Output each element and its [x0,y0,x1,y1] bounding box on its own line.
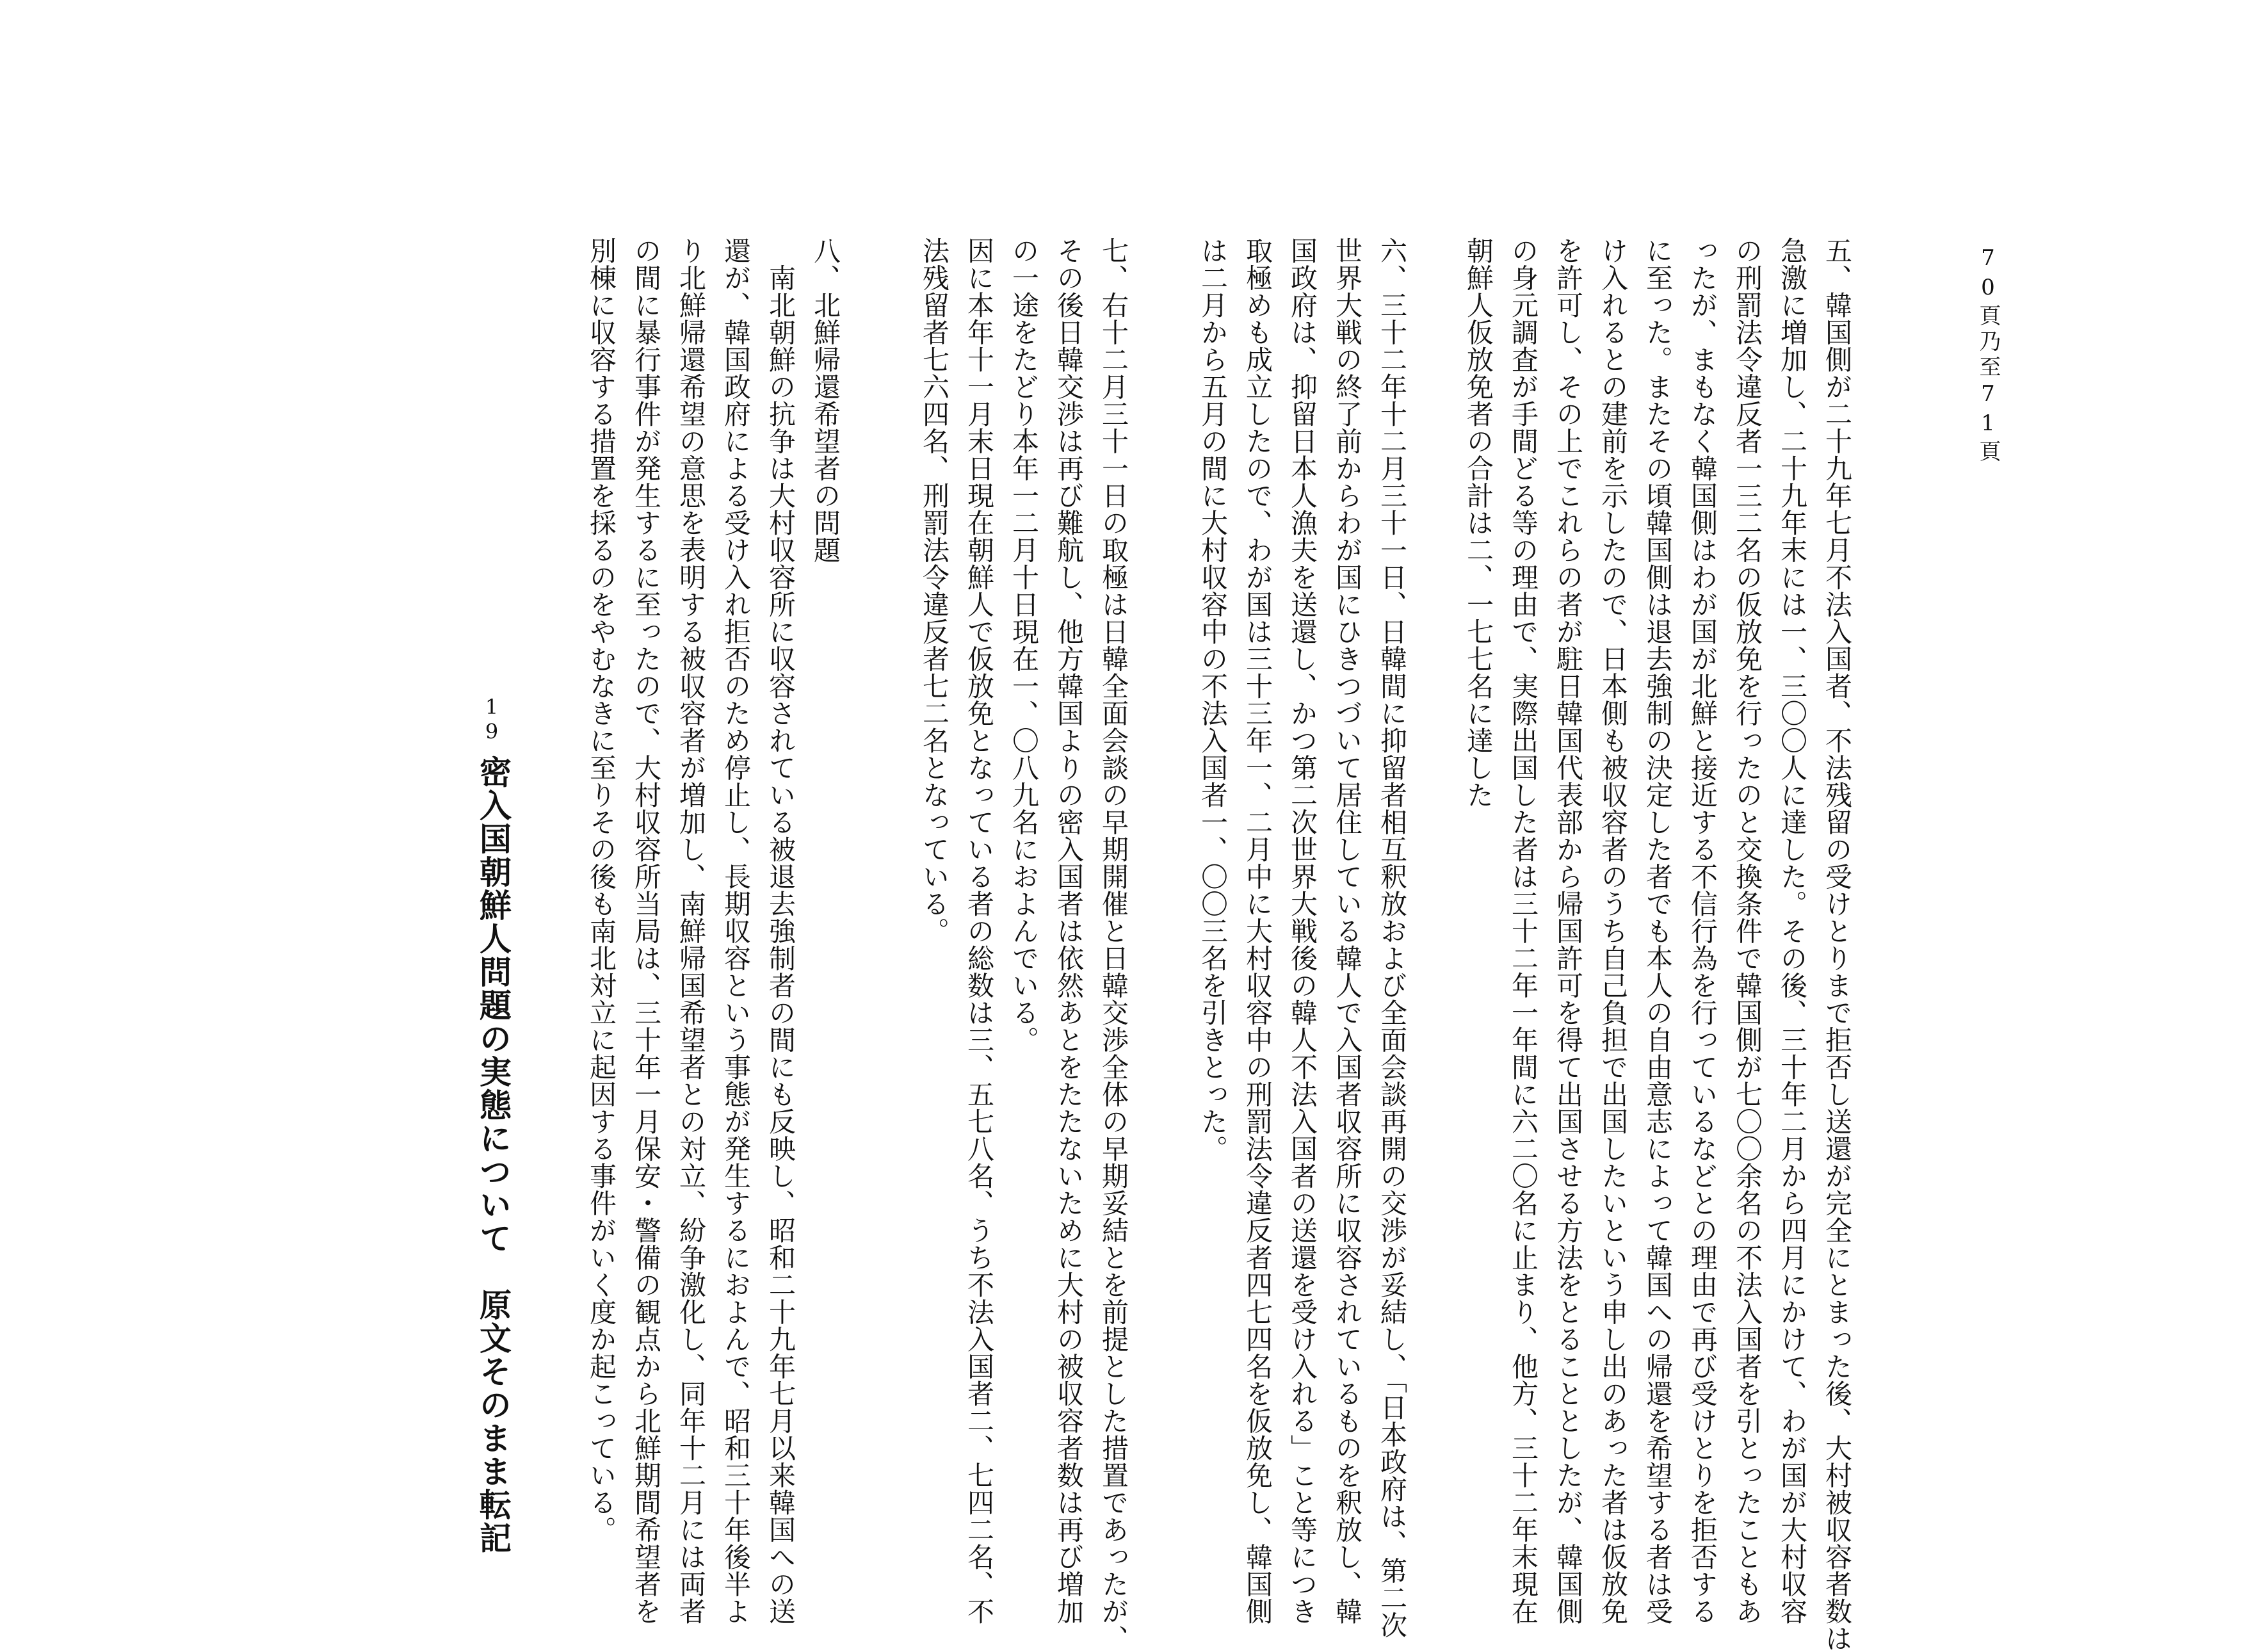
text-column: 五、韓国側が二十九年七月不法入国者、不法残留の受けとりまで拒否し送還が完全にとまった後、大村被収容者数は [1822,237,1853,1652]
page-number: 19 [480,695,504,744]
text-column: り北鮮帰還希望の意思を表明する被収容者が増加し、南鮮帰国希望者との対立、紛争激化し、同年十二月には両者 [675,237,707,1625]
text-column: ったが、まもなく韓国側はわが国が北鮮と接近する不信行為を行っているなどとの理由で再び受けとりを拒否する [1687,237,1718,1625]
text-column: 国政府は、抑留日本人漁夫を送還し、かつ第二次世界大戦後の韓人不法入国者の送還を受け入れる」こと等につき [1287,237,1318,1625]
page-ref-suffix: 頁 [1975,440,2001,466]
text-column: 還が、韓国政府による受け入れ拒否のため停止し、長期収容という事態が発生するにおよんで、昭和三十年後半よ [720,237,752,1625]
text-column: け入れるとの建前を示したので、日本側も被収容者のうち自己負担で出国したいという申し出のあった者は仮放免 [1597,237,1629,1625]
text-column: の間に暴行事件が発生するに至ったので、大村収容所当局は、三十年一月保安・警備の観点から北鮮期間希望者を [631,237,662,1625]
section-heading: 八、北鮮帰還希望者の問題 [810,237,841,563]
text-column: 六、三十二年十二月三十一日、日韓間に抑留者相互釈放および全面会談再開の交渉が妥結し、「日本政府は、第二次 [1377,237,1408,1639]
text-column: 南北朝鮮の抗争は大村収容所に収容されている被退去強制者の間にも反映し、昭和二十九年七月以来韓国への送 [765,237,796,1625]
text-column: 朝鮮人仮放免者の合計は二、一七七名に達した [1463,237,1494,809]
text-column: を許可し、その上でこれらの者が駐日韓国代表部から帰国許可を得て出国させる方法をとることとしたが、韓国側 [1553,237,1584,1625]
text-column: は二月から五月の間に大村収容中の不法入国者一、〇〇三名を引きとった。 [1197,237,1229,1162]
text-column: 七、右十二月三十一日の取極は日韓全面会談の早期開催と日韓交渉全体の早期妥結とを前提とした措置であったが、 [1098,237,1129,1652]
document-title: 密入国朝鮮人問題の実態について 原文そのまま転記 [474,756,512,1555]
text-column: 因に本年十一月末日現在朝鮮人で仮放免となっている者の総数は三、五七八名、うち不法入国者二、七四二名、不 [964,237,995,1625]
page-ref-start: 70 [1975,245,2001,304]
page-reference [1977,245,1999,466]
text-column: 法残留者七六四名、刑罰法令違反者七二名となっている。 [919,237,950,944]
text-column: の一途をたどり本年一二月十日現在一、〇八九名におよんでいる。 [1008,237,1040,1053]
text-column: 取極めも成立したので、わが国は三十三年一、二月中に大村収容中の刑罰法令違反者四七四名を仮放免し、韓国側 [1242,237,1273,1625]
text-column: の刑罰法令違反者一三二名の仮放免を行ったのと交換条件で韓国側が七〇〇余名の不法入国者を引とったこともあ [1732,237,1763,1625]
text-column: 世界大戦の終了前からわが国にひきつづいて居住している韓人で入国者収容所に収容されているものを釈放し、韓 [1332,237,1363,1625]
text-column: 急激に増加し、二十九年末には一、三〇〇人に達した。その後、三十年二月から四月にかけて、わが国が大村収容 [1777,237,1808,1625]
page-ref-end: 71 [1975,381,2001,440]
page-ref-label: 頁乃至 [1975,304,2001,381]
text-column: の身元調査が手間どる等の理由で、実際出国した者は三十二年一年間に六二〇名に止まり、他方、三十二年末現在 [1508,237,1539,1625]
text-column: に至った。またその頃韓国側は退去強制の決定した者でも本人の自由意志によって韓国への帰還を希望する者は受 [1642,237,1674,1625]
text-column: 別棟に収容する措置を採るのをやむなきに至りその後も南北対立に起因する事件がいく度か起こっている。 [586,237,617,1543]
text-column: その後日韓交渉は再び難航し、他方韓国よりの密入国者は依然あとをたたないために大村の被収容者数は再び増加 [1053,237,1085,1625]
